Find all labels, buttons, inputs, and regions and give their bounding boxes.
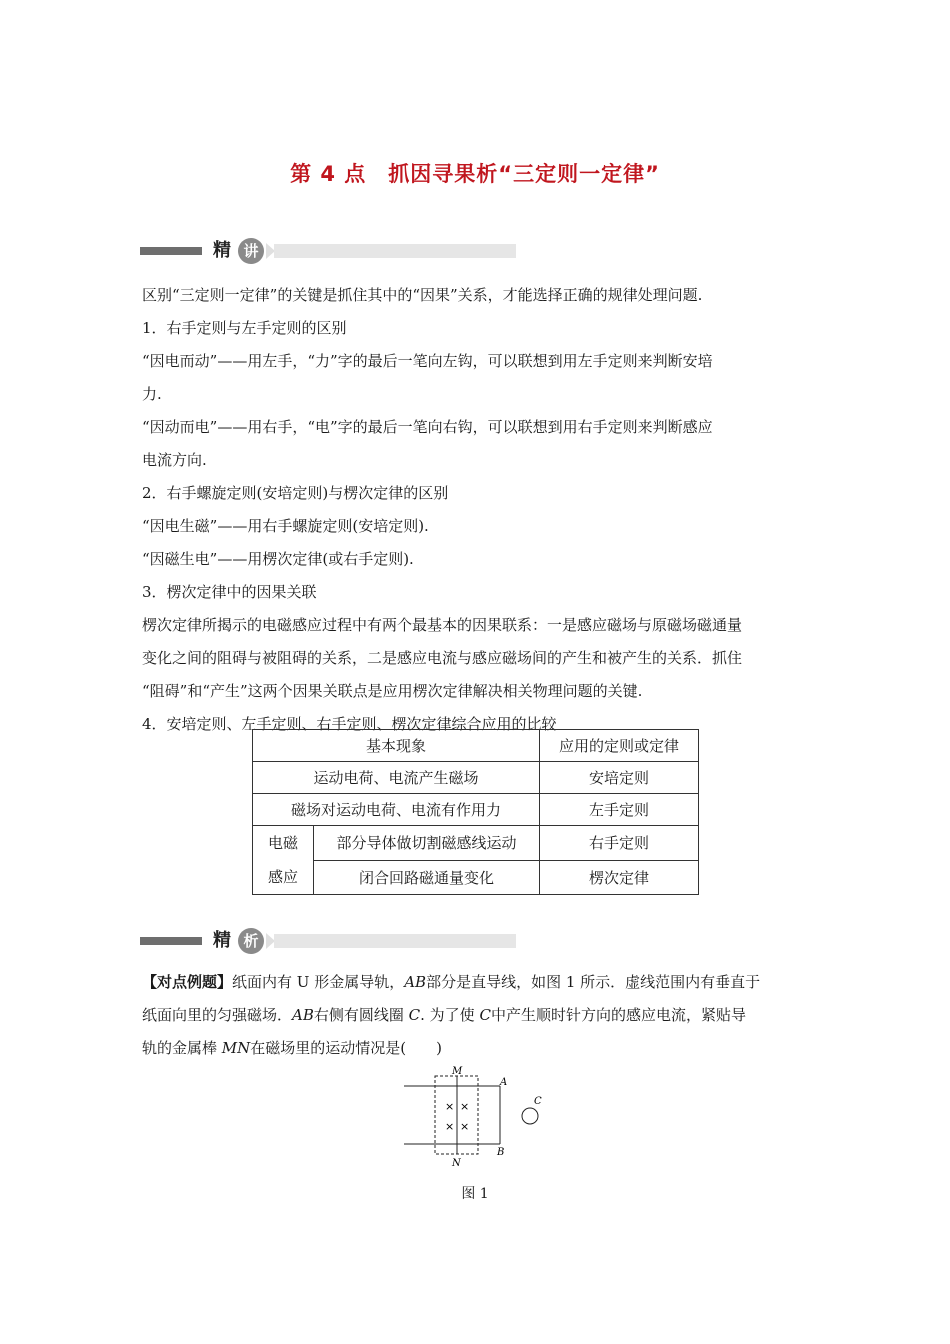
paragraph: 电流方向. <box>142 451 207 469</box>
text: 右侧有圆线圈 <box>313 1006 409 1024</box>
comparison-table <box>252 729 699 895</box>
paragraph: “因动而电”——用右手，“电”字的最后一笔向右钩，可以联想到用右手定则来判断感应 <box>142 418 713 436</box>
table-cell: 部分导体做切割磁感线运动 <box>314 826 540 861</box>
paragraph: 1．右手定则与左手定则的区别 <box>142 319 347 337</box>
table-row <box>253 762 699 794</box>
text: 纸面向里的匀强磁场． <box>142 1006 293 1024</box>
field-cross: × <box>460 1100 470 1113</box>
example-line <box>142 1038 442 1058</box>
paragraph: “阻碍”和“产生”这两个因果关联点是应用楞次定律解决相关物理问题的关键. <box>142 682 643 700</box>
paragraph: 3．楞次定律中的因果关联 <box>142 583 317 601</box>
label-M: M <box>452 1066 463 1077</box>
paragraph: “因电而动”——用左手，“力”字的最后一笔向左钩，可以联想到用左手定则来判断安培 <box>142 352 713 370</box>
text: AB <box>404 973 427 991</box>
table-header-cell: 基本现象 <box>253 730 540 762</box>
table-cell: 运动电荷、电流产生磁场 <box>253 762 540 794</box>
banner-word: 精 <box>213 930 231 951</box>
table-row <box>253 860 699 895</box>
example-line <box>142 1005 746 1025</box>
paragraph: “因电生磁”——用右手螺旋定则(安培定则). <box>142 517 429 535</box>
banner-circle: 讲 <box>238 238 264 264</box>
field-cross: × <box>445 1120 455 1133</box>
table-row <box>253 794 699 826</box>
banner-word: 精 <box>213 240 231 261</box>
text: 部分是直导线，如图 1 所示．虚线范围内有垂直于 <box>426 973 761 991</box>
text: 纸面内有 U 形金属导轨， <box>232 973 405 991</box>
text: C <box>479 1006 491 1024</box>
figure-caption: 图 1 <box>461 1186 489 1202</box>
banner-bar <box>140 937 202 945</box>
table-group-cell <box>253 826 314 895</box>
text: . 为了使 <box>420 1006 480 1024</box>
example-label: 【对点例题】 <box>142 973 233 991</box>
text: C <box>408 1006 421 1024</box>
section-banner-lecture <box>140 238 516 266</box>
coil-C <box>522 1108 538 1124</box>
table-cell: 安培定则 <box>540 762 699 794</box>
table-cell: 磁场对运动电荷、电流有作用力 <box>253 794 540 826</box>
label-C: C <box>534 1096 542 1107</box>
table-cell: 闭合回路磁通量变化 <box>314 860 540 895</box>
text: 在磁场里的运动情况是( ) <box>250 1039 442 1057</box>
label-A: A <box>500 1077 508 1088</box>
field-cross: × <box>460 1120 470 1133</box>
text: 中产生顺时针方向的感应电流，紧贴导 <box>490 1006 746 1024</box>
table-cell: 楞次定律 <box>540 860 699 895</box>
banner-track <box>274 244 516 258</box>
table-header-row <box>253 730 699 762</box>
text: MN <box>221 1039 251 1057</box>
group-label-line: 电磁 <box>267 834 298 852</box>
banner-bar <box>140 247 202 255</box>
paragraph: 变化之间的阻碍与被阻碍的关系，二是感应电流与感应磁场间的产生和被产生的关系．抓住 <box>142 649 743 667</box>
field-cross: × <box>445 1100 455 1113</box>
paragraph: “因磁生电”——用楞次定律(或右手定则). <box>142 550 414 568</box>
paragraph: 4．安培定则、左手定则、右手定则、楞次定律综合应用的比较 <box>142 715 557 733</box>
table-cell: 右手定则 <box>540 826 699 861</box>
text: 轨的金属棒 <box>142 1039 222 1057</box>
example-line <box>142 972 760 992</box>
label-B: B <box>497 1147 505 1158</box>
circuit-figure <box>404 1064 554 1176</box>
paragraph: 2．右手螺旋定则(安培定则)与楞次定律的区别 <box>142 484 449 502</box>
paragraph: 区别“三定则一定律”的关键是抓住其中的“因果”关系，才能选择正确的规律处理问题. <box>142 286 703 304</box>
page-title: 第 4 点 抓因寻果析“三定则一定律” <box>290 162 660 186</box>
banner-circle: 析 <box>238 928 264 954</box>
paragraph: 力. <box>142 385 162 403</box>
group-label-line: 感应 <box>267 868 298 886</box>
banner-track <box>274 934 516 948</box>
text: AB <box>292 1006 314 1024</box>
table-row <box>253 826 699 861</box>
table-header-cell: 应用的定则或定律 <box>540 730 699 762</box>
paragraph: 楞次定律所揭示的电磁感应过程中有两个最基本的因果联系：一是感应磁场与原磁场磁通量 <box>142 616 743 634</box>
label-N: N <box>452 1158 461 1169</box>
table-cell: 左手定则 <box>540 794 699 826</box>
section-banner-analysis <box>140 928 516 956</box>
